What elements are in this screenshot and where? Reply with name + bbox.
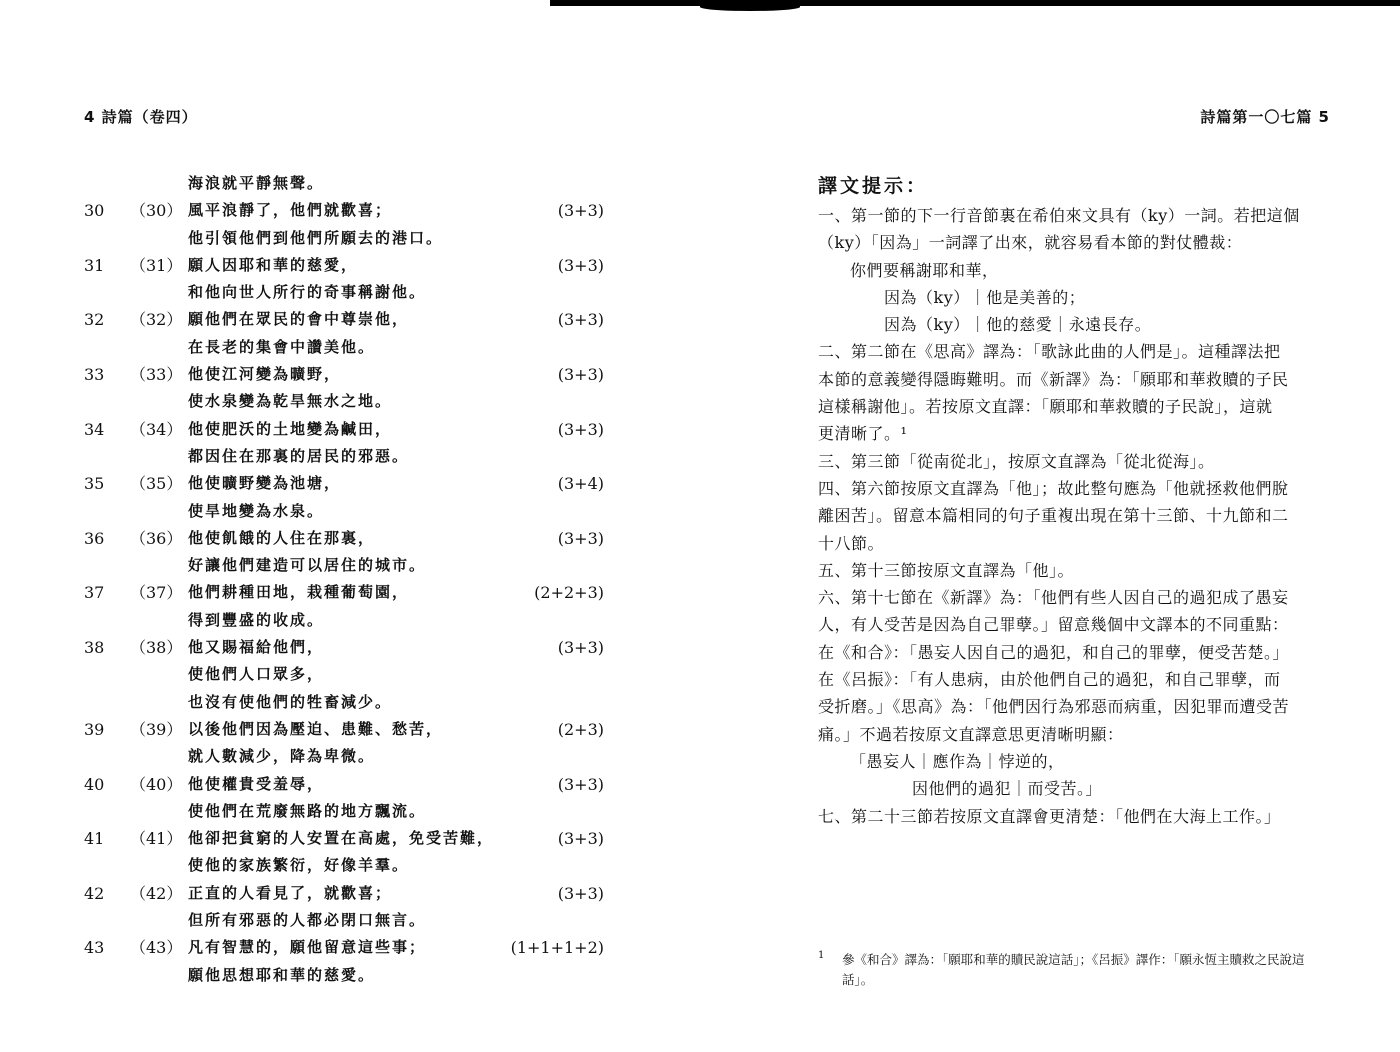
note-line: 因為（ky）｜他的慈愛｜永遠長存。 bbox=[884, 315, 1152, 335]
note-line: 十八節。 bbox=[818, 533, 885, 553]
verse-line bbox=[84, 934, 604, 961]
verse-line bbox=[84, 197, 604, 224]
verse-number: 43 bbox=[84, 938, 105, 958]
verse-line bbox=[84, 470, 604, 497]
verse-text: 也沒有使他們的牲畜減少。 bbox=[188, 692, 393, 711]
verse-line bbox=[84, 334, 604, 361]
verse-number-alt: （39） bbox=[130, 719, 183, 739]
verse-line bbox=[84, 225, 604, 252]
left-running-head: 4 詩篇（卷四） bbox=[84, 108, 198, 126]
meter-pattern: (3+4) bbox=[557, 474, 604, 494]
verse-line bbox=[84, 634, 604, 661]
note-line: 受折磨。」《思高》為：「他們因行為邪惡而病重，因犯罪而遭受苦 bbox=[818, 697, 1290, 717]
note-line: 因他們的過犯｜而受苦。」 bbox=[912, 779, 1103, 799]
verse-text: 他使江河變為曠野， bbox=[188, 365, 342, 384]
verse-text: 願他思想耶和華的慈愛。 bbox=[188, 965, 376, 984]
verse-line bbox=[84, 552, 604, 579]
verse-text: 他使肥沃的土地變為鹹田， bbox=[188, 419, 393, 438]
verse-text: 就人數減少，降為卑微。 bbox=[188, 747, 376, 766]
note-line: 因為（ky）｜他是美善的； bbox=[884, 287, 1086, 307]
note-line: 你們要稱謝耶和華， bbox=[850, 260, 999, 280]
note-line: 這樣稱謝他」。若按原文直譯：「願耶和華救贖的子民說」，這就 bbox=[818, 397, 1273, 417]
verse-number-alt: （36） bbox=[130, 528, 183, 548]
footnote bbox=[818, 950, 1338, 990]
verse-number: 35 bbox=[84, 474, 105, 494]
meter-pattern: (3+3) bbox=[557, 310, 604, 330]
meter-pattern: (3+3) bbox=[557, 365, 604, 385]
meter-pattern: (3+3) bbox=[557, 419, 604, 439]
right-running-head: 詩篇第一〇七篇 5 bbox=[1200, 108, 1330, 126]
verse-line bbox=[84, 689, 604, 716]
verse-text: 海浪就平靜無聲。 bbox=[188, 174, 325, 192]
note-line: 一、第一節的下一行音節裏在希伯來文具有（ky）一詞。若把這個 bbox=[818, 206, 1300, 225]
verse-text: 他引領他們到他們所願去的港口。 bbox=[188, 228, 444, 247]
translation-notes bbox=[818, 172, 1338, 830]
verse-text: 使水泉變為乾旱無水之地。 bbox=[188, 392, 393, 411]
verse-line bbox=[84, 416, 604, 443]
verse-number: 41 bbox=[84, 829, 105, 849]
note-line: 在《和合》：「愚妄人因自己的過犯，和自己的罪孽，便受苦楚。」 bbox=[818, 642, 1290, 662]
verse-line bbox=[84, 880, 604, 907]
verse-number-alt: （34） bbox=[130, 419, 183, 439]
verse-text: 使他的家族繁衍，好像羊羣。 bbox=[188, 856, 410, 875]
verse-line bbox=[84, 798, 604, 825]
footnote-line: 參《和合》譯為：「願耶和華的贖民說這話」；《呂振》譯作：「願永恆主贖救之民說這 bbox=[842, 952, 1305, 967]
note-line: 人，有人受苦是因為自己罪孽。」留意幾個中文譯本的不同重點： bbox=[818, 615, 1289, 635]
verse-text: 他使曠野變為池塘， bbox=[188, 474, 342, 493]
verse-text: 他卻把貧窮的人安置在高處，免受苦難， bbox=[188, 829, 495, 848]
verse-text: 願人因耶和華的慈愛， bbox=[188, 255, 359, 274]
verse-number-alt: （40） bbox=[130, 774, 183, 794]
verse-text: 得到豐盛的收成。 bbox=[188, 610, 325, 629]
verse-text: 在長老的集會中讚美他。 bbox=[188, 337, 376, 356]
verse-text: 願他們在眾民的會中尊崇他， bbox=[188, 310, 410, 329]
verse-line bbox=[84, 825, 604, 852]
verse-text: 他們耕種田地，栽種葡萄園， bbox=[188, 583, 410, 602]
verse-text: 以後他們因為壓迫、患難、愁苦， bbox=[188, 719, 444, 738]
verse-number-alt: （32） bbox=[130, 310, 183, 330]
verse-number-alt: （31） bbox=[130, 255, 183, 275]
footnote-mark: 1 bbox=[818, 950, 825, 961]
meter-pattern: (2+2+3) bbox=[534, 583, 604, 603]
verse-text: 他又賜福給他們， bbox=[188, 638, 325, 657]
verse-line bbox=[84, 743, 604, 770]
note-line: 五、第十三節按原文直譯為「他」。 bbox=[818, 560, 1075, 580]
verse-number: 30 bbox=[84, 201, 105, 221]
verse-number: 33 bbox=[84, 365, 105, 385]
verse-number: 37 bbox=[84, 583, 105, 603]
verse-line bbox=[84, 525, 604, 552]
verse-text: 好讓他們建造可以居住的城市。 bbox=[188, 556, 427, 575]
note-line: 在《呂振》：「有人患病，由於他們自己的過犯，和自己罪孽，而 bbox=[818, 670, 1281, 690]
verse-line bbox=[84, 607, 604, 634]
verse-line bbox=[84, 498, 604, 525]
verse-line bbox=[84, 388, 604, 415]
meter-pattern: (3+3) bbox=[557, 829, 604, 849]
notes-body bbox=[818, 202, 1338, 830]
verse-line bbox=[84, 716, 604, 743]
footnote-line: 話」。 bbox=[842, 972, 874, 987]
meter-pattern: (3+3) bbox=[557, 774, 604, 794]
verse-text: 和他向世人所行的奇事稱謝他。 bbox=[188, 283, 427, 302]
verse-text: 使旱地變為水泉。 bbox=[188, 501, 325, 520]
meter-pattern: (3+3) bbox=[557, 528, 604, 548]
note-line: 二、第二節在《思高》譯為：「歌詠此曲的人們是」。這種譯法把 bbox=[818, 342, 1281, 362]
note-line: 本節的意義變得隱晦難明。而《新譯》為：「願耶和華救贖的子民 bbox=[818, 369, 1289, 389]
verse-line bbox=[84, 907, 604, 934]
verse-text: 使他們在荒廢無路的地方飄流。 bbox=[188, 801, 427, 820]
verse-line bbox=[84, 306, 604, 333]
verse-text: 正直的人看見了，就歡喜； bbox=[188, 883, 393, 902]
verse-line bbox=[84, 279, 604, 306]
verse-text: 使他們人口眾多， bbox=[188, 665, 325, 684]
verse-text: 他使飢餓的人住在那裏， bbox=[188, 528, 376, 547]
verse-text: 凡有智慧的，願他留意這些事； bbox=[188, 938, 427, 957]
verse-text: 他使權貴受羞辱， bbox=[188, 774, 325, 793]
note-line: 更清晰了。¹ bbox=[818, 424, 908, 444]
verse-number-alt: （41） bbox=[130, 829, 183, 849]
meter-pattern: (3+3) bbox=[557, 883, 604, 903]
meter-pattern: (3+3) bbox=[557, 638, 604, 658]
verse-number: 32 bbox=[84, 310, 105, 330]
verse-number-alt: （37） bbox=[130, 583, 183, 603]
right-page bbox=[700, 0, 1400, 1052]
verse-number-alt: （35） bbox=[130, 474, 183, 494]
verse-number: 42 bbox=[84, 883, 105, 903]
verse-number: 36 bbox=[84, 528, 105, 548]
meter-pattern: (3+3) bbox=[557, 255, 604, 275]
verse-number-alt: （42） bbox=[130, 883, 183, 903]
verse-line bbox=[84, 170, 604, 197]
verse-number-alt: （30） bbox=[130, 201, 183, 221]
verse-line bbox=[84, 252, 604, 279]
verse-line bbox=[84, 443, 604, 470]
verse-line bbox=[84, 771, 604, 798]
verse-number: 40 bbox=[84, 774, 105, 794]
note-line: 七、第二十三節若按原文直譯會更清楚：「他們在大海上工作。」 bbox=[818, 806, 1281, 826]
meter-pattern: (2+3) bbox=[557, 719, 604, 739]
note-line: 離困苦」。留意本篇相同的句子重複出現在第十三節、十九節和二 bbox=[818, 506, 1289, 526]
verse-number-alt: （43） bbox=[130, 938, 183, 958]
verse-number: 34 bbox=[84, 419, 105, 439]
note-line: 四、第六節按原文直譯為「他」；故此整句應為「他就拯救他們脫 bbox=[818, 478, 1289, 498]
verse-number: 39 bbox=[84, 719, 105, 739]
verse-line bbox=[84, 852, 604, 879]
verse-number-alt: （33） bbox=[130, 365, 183, 385]
verse-number: 31 bbox=[84, 255, 105, 275]
verse-text: 風平浪靜了，他們就歡喜； bbox=[188, 201, 393, 220]
verse-number-alt: （38） bbox=[130, 638, 183, 658]
verse-line bbox=[84, 579, 604, 606]
verse-line bbox=[84, 361, 604, 388]
note-line: 六、第十七節在《新譯》為：「他們有些人因自己的過犯成了愚妄 bbox=[818, 588, 1289, 608]
verse-line bbox=[84, 661, 604, 688]
note-line: 痛。」不過若按原文直譯意思更清晰明顯： bbox=[818, 724, 1124, 744]
verse-number: 38 bbox=[84, 638, 105, 658]
meter-pattern: (3+3) bbox=[557, 201, 604, 221]
note-line: （ky）「因為」一詞譯了出來，就容易看本節的對仗體裁： bbox=[818, 233, 1243, 253]
meter-pattern: (1+1+1+2) bbox=[510, 938, 604, 958]
verse-list bbox=[84, 170, 604, 989]
note-line: 三、第三節「從南從北」，按原文直譯為「從北從海」。 bbox=[818, 451, 1215, 471]
notes-title: 譯文提示： bbox=[818, 175, 929, 197]
verse-text: 都因住在那裏的居民的邪惡。 bbox=[188, 446, 410, 465]
verse-line bbox=[84, 962, 604, 989]
note-line: 「愚妄人｜應作為｜悖逆的， bbox=[850, 751, 1065, 771]
verse-text: 但所有邪惡的人都必閉口無言。 bbox=[188, 911, 427, 930]
